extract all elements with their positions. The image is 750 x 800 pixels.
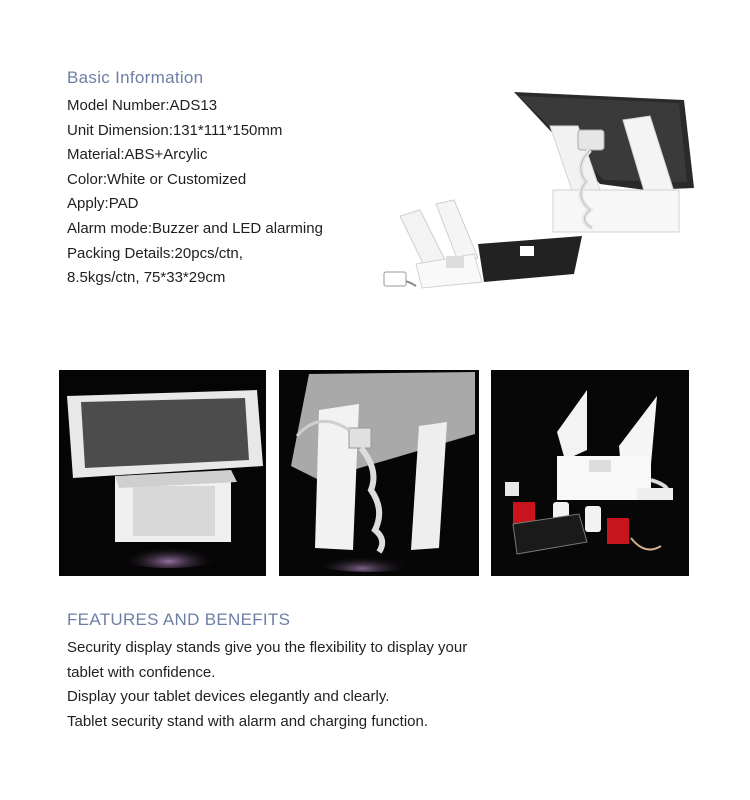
info-line: Unit Dimension:131*111*150mm [67,121,283,139]
basic-information-title: Basic Information [67,68,204,87]
info-line: Material:ABS+Arcylic [67,146,208,164]
feature-line: Tablet security stand with alarm and charging function. [67,712,429,730]
product-hero-photo [378,86,718,301]
info-line: Alarm mode:Buzzer and LED alarming [67,219,323,237]
feature-line: tablet with confidence. [67,663,216,681]
features-title: FEATURES AND BENEFITS [67,610,291,629]
feature-line: Display your tablet devices elegantly and clearly. [67,688,390,705]
features-list [67,636,567,734]
stand-front-photo [59,370,266,576]
feature-line: Security display stands give you the flexibility to display your [67,639,468,656]
info-line: Color:White or Customized [67,170,247,188]
stand-side-photo [279,370,479,576]
info-line: Packing Details:20pcs/ctn, [67,244,243,262]
stand-accessories-photo [491,370,689,576]
info-line: Apply:PAD [67,195,139,213]
info-line: Model Number:ADS13 [67,97,218,114]
info-line: 8.5kgs/ctn, 75*33*29cm [67,269,226,287]
basic-information-list [67,94,323,291]
